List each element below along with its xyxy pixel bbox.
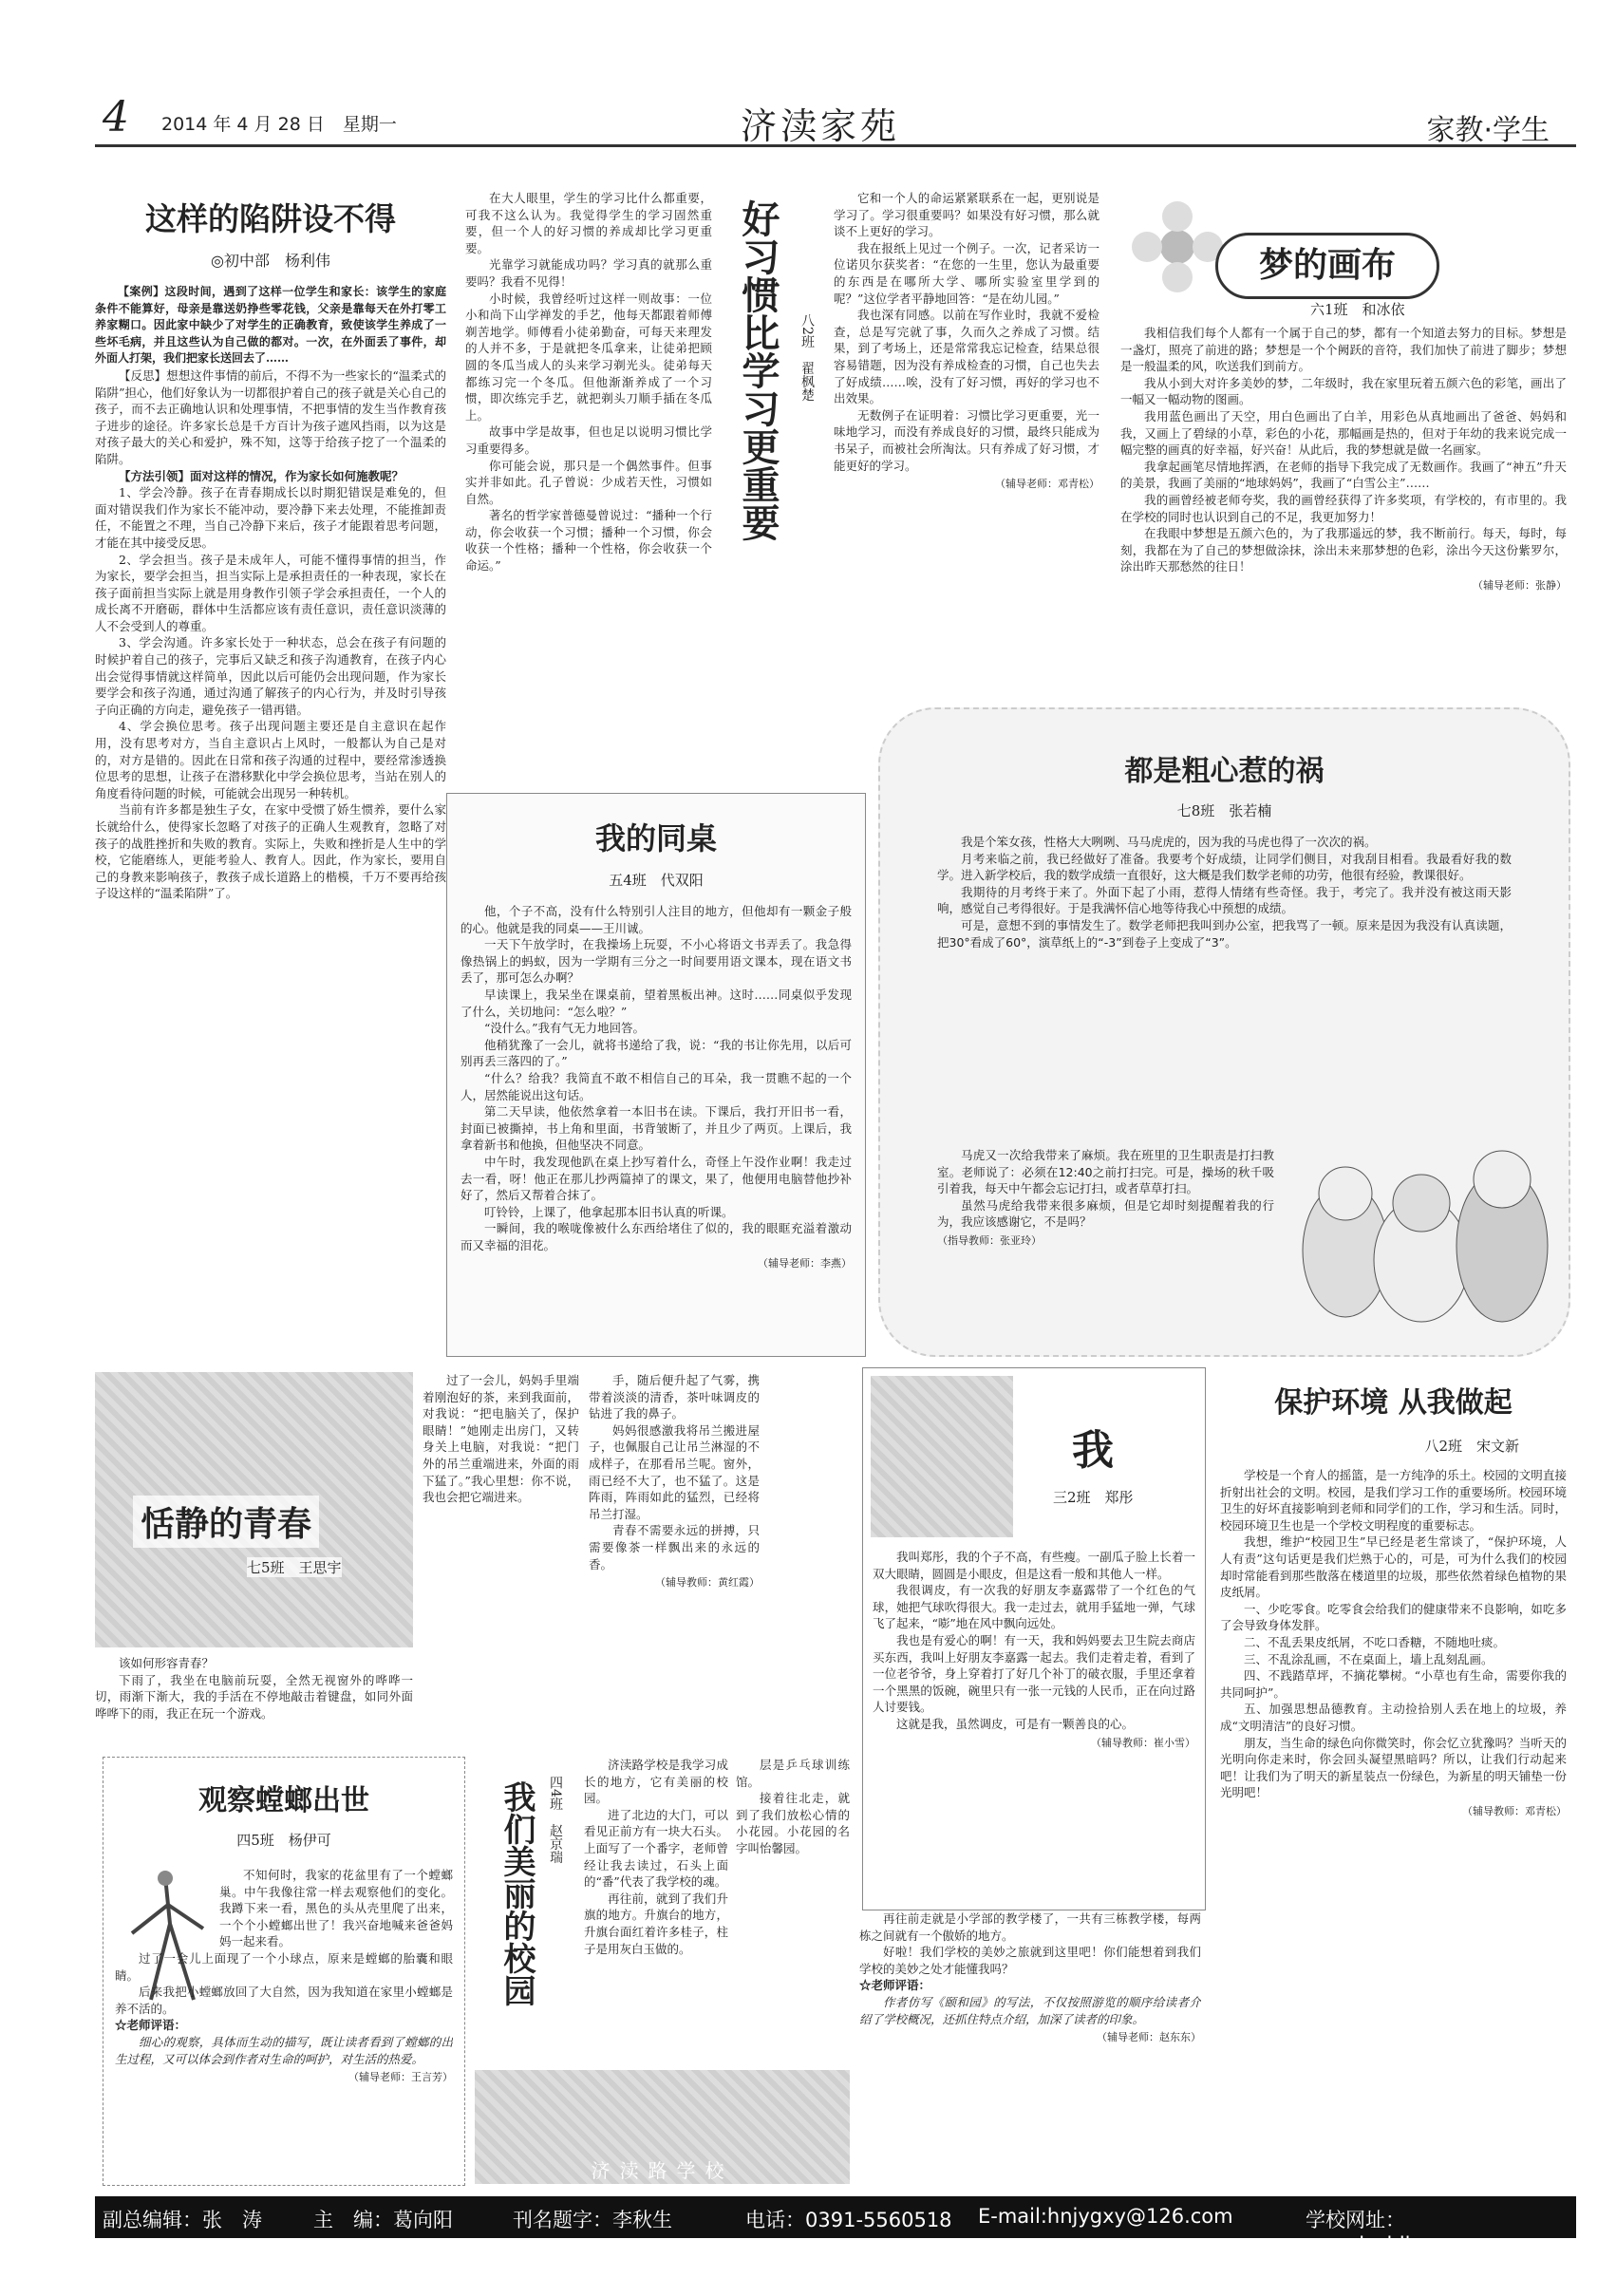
byline: ◎初中部 杨利伟 xyxy=(211,252,330,270)
habit-title: 好习惯比学习更重要 xyxy=(736,199,780,541)
article-body: 他，个子不高，没有什么特别引人注目的地方，但他却有一颗金子般的心。他就是我的同桌——王川诚。 一天下午放学时，在我操场上玩耍，不小心将语文书弄丢了。我急得像热锅上的蚂蚁，因为一学期有三分之一时间要用语文课本，现在语文书丢了，那可怎么办啊？ 早读课上，我呆坐在课桌前，望着黑板出神。这时……同桌似乎发现了什么，关切地问：“怎么啦？” “没什么。”我有气无力地回答。 他稍犹豫了一会儿，就将书递给了我，说：“我的书让你先用，以后可别再丢三落四的了。” “什么？给我？我简直不敢不相信自己的耳朵，我一贯瞧不起的一个人，居然能说出这句话。 第二天早读，他依然拿着一本旧书在读。下课后，我打开旧书一看，封面已被撕掉，书上角和里面，书背皱断了，并且少了两页。上课后，我拿着新书和他换，但他坚决不同意。 中午时，我发现他趴在桌上抄写着什么，奇怪上午没作业啊！我走过去一看，呀！他正在那儿抄两篇掉了的课文，果了，他便用电脑替他抄补好了，然后又帮着合抹了。 叮铃铃，上课了，他拿起那本旧书认真的听课。 一瞬间，我的喉咙像被什么东西给堵住了似的，我的眼眶充溢着激动而又幸福的泪花。 （辅导老师：李燕） xyxy=(460,904,852,1270)
section-title: 家教·学生 xyxy=(1426,114,1550,147)
article-body-2: 马虎又一次给我带来了麻烦。我在班里的卫生职责是打扫教室。老师说了：必须在12:40之前打扫完。可是，操场的秋千吸引着我，每天中午都会忘记打扫，或者草草打扫。 虽然马虎给我带来很多麻烦，但是它却时刻提醒着我的行为，我应该感谢它，不是吗？ （指导教师：张亚玲） xyxy=(937,1148,1274,1247)
article-title: 我的同桌 xyxy=(594,820,717,856)
masthead: 济渎家苑 xyxy=(741,105,901,147)
footer-phone: 电话：0391-5560518 xyxy=(745,2209,952,2231)
cartoon-animals-illustration xyxy=(1288,1137,1554,1336)
article-mantis xyxy=(103,1757,465,2186)
animals-icon xyxy=(1288,1137,1554,1336)
byline: 八2班 宋文新 xyxy=(1424,1438,1519,1455)
article-title: 梦的画布 xyxy=(1215,233,1439,299)
footer-calligraphy: 刊名题字：李秋生 xyxy=(513,2209,672,2231)
article-title: 恬静的青春 xyxy=(133,1496,319,1548)
footer-website[interactable]: 学校网址：www.jysjdlxx.com xyxy=(1306,2209,1483,2256)
byline: 六1班 和冰依 xyxy=(1310,301,1405,318)
byline: 七5班 王思宇 xyxy=(247,1559,342,1576)
byline: 四5班 杨伊可 xyxy=(236,1832,331,1849)
article-body-3: 手，随后便升起了气雾，携带着淡淡的清香，茶叶味调皮的钻进了我的鼻子。 妈妈很感激我将吊兰搬进屋子，也佩服自己让吊兰淋湿的不成样子，在那看吊兰呢。窗外，雨已经不大了，也不猛了。这是阵雨，阵雨如此的猛烈，已经将吊兰打湿。 青春不需要永远的拼搏，只需要像茶一样飘出来的永远的香。 （辅导教师：黄红霞） xyxy=(589,1373,760,1590)
footer-bar xyxy=(95,2196,1576,2256)
campus-title: 我们美丽的校园 xyxy=(498,1780,536,2006)
article-body: 我叫郑彤，我的个子不高，有些瘦。一副瓜子脸上长着一双大眼睛，圆圆是小眼皮，但是这看一般和其他人一样。 我很调皮，有一次我的好朋友李嘉露带了一个红色的气球，她把气球吹得很大。我一走过去，就用手猛地一弹，气球飞了起来，“嘭”地在风中飘向远处。 我也是有爱心的啊！有一天，我和妈妈要去卫生院去商店买东西，我叫上好朋友李嘉露一起去。我们走着走着，看到了一位老爷爷，身上穿着打了好几个补丁的破衣服，手里还拿着一个黑黑的饭碗，碗里只有一张一元钱的人民币，正在向过路人讨要钱。 这就是我，虽然调皮，可是有一颗善良的心。 （辅导教师：崔小雪） xyxy=(873,1550,1195,1749)
article-careless xyxy=(878,707,1570,1357)
article-title: 我 xyxy=(1072,1426,1114,1475)
article-environment xyxy=(1220,1367,1567,2184)
byline: 七8班 张若楠 xyxy=(1176,802,1272,819)
byline: 三2班 郑彤 xyxy=(1053,1489,1134,1506)
footer-email[interactable]: E-mail:hnjygxy@126.com xyxy=(978,2205,1233,2228)
byline: 五4班 代双阳 xyxy=(609,872,704,889)
article-body-2: 过了一会儿，妈妈手里端着刚泡好的茶，来到我面前，对我说：“把电脑关了，保护眼睛！”她刚走出房门，又转身关上电脑，对我说：“把门外的吊兰重端进来，外面的雨下猛了。”我心里想：你不说，我也会把它端进来。 xyxy=(423,1373,579,1505)
school-photo-caption: 济渎路学校 xyxy=(591,2159,734,2182)
article-deskmate xyxy=(446,793,866,1357)
article-body: 我是个笨女孩，性格大大咧咧、马马虎虎的，因为我的马虎也得了一次次的祸。 月考来临之前，我已经做好了准备。我要考个好成绩，让同学们侧目，对我刮目相看。我最看好我的数学。进入新学校后，我的数学成绩一直很好，这大概是我们数学老师的功劳，他很有经验，教课很好。 我期待的月考终于来了。外面下起了小雨，惹得人情绪有些奇怪。我于，考完了。我并没有被这雨天影响，感觉自己考得很好。于是我满怀信心地等待我心中预想的成绩。 可是，意想不到的事情发生了。数学老师把我叫到办公室，把我骂了一顿。原来是因为我没有认真读题，把30°看成了60°，演草纸上的“-3”到卷子上变成了“3”。 xyxy=(937,835,1512,950)
article-habit-col2: 它和一个人的命运紧紧联系在一起，更别说是学习了。学习很重要吗？如果没有好习惯，那么就谈不上更好的学习。 我在报纸上见过一个例子。一次，记者采访一位诺贝尔获奖者：“在您的一生里，您认为最重要的东西是在哪所大学、哪所实验室里学到的呢？”这位学者平静地回答：“是在幼儿园。” 我也深有同感。以前在写作业时，我就不爱检查，总是写完就了事，久而久之养成了习惯。结果，到了考场上，还是常常我忘记检查，结果总很容易错题，因为没有养成检查的习惯，自己也失去了好成绩……唉，没有了好习惯，再好的学习也不出效果。 无数例子在证明着：习惯比学习更重要，光一味地学习，而没有养成良好的习惯，最终只能成为书呆子，而被社会所淘汰。只有养成了好习惯，才能更好的学习。 （辅导老师：邓青松） xyxy=(834,191,1099,491)
issue-date: 2014 年 4 月 28 日 星期一 xyxy=(161,114,397,135)
flower-icon xyxy=(1120,190,1234,304)
campus-body-3: 再往前走就是小学部的教学楼了，一共有三栋教学楼，每两栋之间就有一个傲娇的地方。 好啦！我们学校的美妙之旅就到这里吧！你们能想着到我们学校的美妙之处才能懂我吗？ ☆老师评语： 作者仿写《颐和园》的写法，不仅按照游览的顺序给读者介绍了学校概况，还抓住特点介绍，加深了读者的印象。 （辅导老师：赵东东） xyxy=(859,1911,1201,2044)
article-body-1: 该如何形容青春？ 下雨了，我坐在电脑前玩耍，全然无视窗外的哗哗一切，雨渐下渐大，我的手活在不停地敲击着键盘，如同外面哗哗下的雨，我正在玩一个游戏。 xyxy=(95,1656,413,1721)
article-title: 观察螳螂出世 xyxy=(198,1784,369,1817)
campus-body-2: 层是乒乓球训练馆。 接着往北走，就到了我们放松心情的小花园。小花园的名字叫怡馨园。 xyxy=(736,1758,850,1855)
campus-byline: 四4班 赵京瑞 xyxy=(548,1776,563,1864)
article-title: 保护环境 从我做起 xyxy=(1274,1386,1513,1420)
habit-byline: 八2班 翟枫楚 xyxy=(799,313,815,402)
article-body: 学校是一个育人的摇篮，是一方纯净的乐土。校园的文明直接折射出社会的文明。校园，是我们学习工作的重要场所。校园环境卫生的好坏直接影响到老师和同学们的工作，学习和生活。同时，校园环境卫生也是一个学校文明程度的重要标志。 我想，维护“校园卫生”早已经是老生常谈了，“保护环境，人人有责”这句话更是我们烂熟于心的，可是，可为什么我们的校园却时常能看到那些散落在楼道里的垃圾，那些依然着绿色植物的果皮纸屑。 一、少吃零食。吃零食会给我们的健康带来不良影响，如吃多了会导致身体发胖。 二、不乱丢果皮纸屑，不吃口香糖，不随地吐痰。 三、不乱涂乱画，不在桌面上，墙上乱刻乱画。 四、不践踏草坪，不摘花攀树。“小草也有生命，需要你我的共同呵护”。 五、加强思想品德教育。主动捡拾别人丢在地上的垃圾，养成“文明清洁”的良好习惯。 朋友，当生命的绿色向你微笑时，你会忆立犹豫吗？当听天的光明向你走来时，你会回头凝望黑暗吗？所以，让我们行动起来吧！让我们为了明天的新星装点一份绿色，为新星的明天铺垫一份光明吧！ （辅导教师：邓青松） xyxy=(1220,1468,1567,1817)
footer-editor: 副总编辑：张 涛 xyxy=(103,2209,262,2231)
article-trap xyxy=(95,190,446,1358)
footer-chief: 主 编：葛向阳 xyxy=(313,2209,453,2231)
article-habit-col1: 在大人眼里，学生的学习比什么都重要，可我不这么认为。我觉得学生的学习固然重要，但一个人的好习惯的养成却比学习更重要。 光靠学习就能成功吗？学习真的就那么重要吗？我看不见得！ 小时候，我曾经听过这样一则故事：一位小和尚下山学禅发的手艺，他每天都跟着师傅剃苦地学。师傅看小徒弟勤奋，可每天来理发的人并不多，于是就把冬瓜拿来，让徒弟把顾圆的冬瓜当成人的头来学习剃光头。徒弟每天都练习完一个冬瓜。但他渐渐养成了一个习惯，即次练完手艺，就把剃头刀顺手插在冬瓜上。 故事中学是故事，但也足以说明习惯比学习重要得多。 你可能会说，那只是一个偶然事件。但事实并非如此。孔子曾说：少成若天性，习惯如自然。 著名的哲学家普德曼曾说过：“播种一个行动，你会收获一个习惯；播种一个习惯，你会收获一个性格；播种一个性格，你会收获一个命运。” xyxy=(465,191,712,574)
girl-photo xyxy=(871,1376,1013,1537)
page-number: 4 xyxy=(103,93,129,141)
article-body: 我相信我们每个人都有一个属于自己的梦，都有一个知道去努力的目标。梦想是一盏灯，照亮了前进的路；梦想是一个个阙跃的音符，我们加快了前进了脚步；梦想是一般温柔的风，吹送我们到前方。 我从小到大对许多美妙的梦，二年级时，我在家里玩着五颜六色的彩笔，画出了一幅又一幅动物的图画。 我用蓝色画出了天空，用白色画出了白羊，用彩色从真地画出了爸爸、妈妈和我，又画上了碧绿的小草，彩色的小花，那幅画是热的，但对于年幼的我来说完成一幅完整的画真的好幸福，好兴奋！从此后，我的梦想就是做一名画家。 我拿起画笔尽情地挥洒，在老师的指导下我完成了无数画作。我画了“神五”升天的美景，我画了美丽的“地球妈妈”，我画了“白雪公主”…… 我的画曾经被老师夸奖，我的画曾经获得了许多奖项，有学校的，有市里的。我在学校的同时也认识到自己的不足，我更加努力！ 在我眼中梦想是五颜六色的，为了我那遥远的梦，我不断前行。每天，每时，每刻，我都在为了自己的梦想做涂抹，涂出未来那梦想的色彩，涂出今天这份紫罗尔，涂出昨天那愁然的往日！ （辅导老师：张静） xyxy=(1120,326,1567,592)
article-body: 不知何时，我家的花盆里有了一个螳螂巢。中午我像往常一样去观察他们的变化。我蹲下来一看，黑色的头从壳里爬了出来，一个个小螳螂出世了！我兴奋地喊来爸爸妈妈一起来看。 过了一会儿上面现了一个小球点，原来是螳螂的胎囊和眼睛。 后来我把小螳螂放回了大自然，因为我知道在家里小螳螂是养不活的。 ☆老师评语： 细心的观察，具体而生动的描写，既让读者看到了螳螂的出生过程，又可以体会到作者对生命的呵护，对生活的热爱。 （辅导老师：王言芳） xyxy=(115,1868,453,2084)
article-title: 都是粗心惹的祸 xyxy=(1124,755,1325,788)
article-youth xyxy=(95,1372,760,1742)
article-dream xyxy=(1120,190,1567,627)
article-me xyxy=(862,1367,1206,1910)
campus-body-1: 济渎路学校是我学习成长的地方，它有美丽的校园。 进了北边的大门，可以看见正前方有一块大石头。上面写了一个番字，老师曾经让我去读过，石头上面的“番”代表了我学校的魂。 再往前，就到了我们升旗的地方。升旗台的地方，升旗台面红着许多桂子，柱子是用灰白玉做的。 xyxy=(584,1758,728,1956)
flower-decoration xyxy=(1120,190,1234,304)
article-title: 这样的陷阱设不得 xyxy=(145,200,396,237)
article-body: 【案例】这段时间，遇到了这样一位学生和家长：该学生的家庭条件不能算好，母亲是靠送奶挣些零花钱，父亲是靠每天在外打零工养家糊口。因此家中缺少了对学生的正确教育，致使该学生养成了一些坏毛病，并且这些认为自己做的都对。一次，在外面丢了事件，却外面人打架，我们把家长送回去了…… 【反思】想想这件事情的前后，不得不为一些家长的“温柔式的陷阱”担心，他们好象认为一切都很护着自己的孩子就是关心自己的孩子，而不去正确地认识和处理事情，不把事情的发生当作教育孩子进步的途径。许多家长总是千方百计为孩子遮风挡雨，以为这是对孩子最大的关心和爱护，殊不知，这等于给孩子挖了一个温柔的陷阱。 【方法引领】面对这样的情况，作为家长如何施教呢？ 1、学会冷静。孩子在青春期成长以时期犯错误是难免的，但面对错误我们作为家长不能冲动，要冷静下来去处理，不能推卸责任，不能置之不理，当自己冷静下来后，孩子才能跟着思考问题，才能在其中接受反思。 2、学会担当。孩子是未成年人，可能不懂得事情的担当，作为家长，要学会担当，担当实际上是承担责任的一种表现，家长在孩子面前担当实际上就是用身教作引领子学会承担责任，一个人的成长离不开磨砺，群体中生活都应该有责任意识，责任意识淡薄的人不会受到人的尊重。 3、学会沟通。许多家长处于一种状态，总会在孩子有问题的时候护着自己的孩子，完事后又缺乏和孩子沟通教育，在孩子内心出会觉得事情就这样简单，因此以后可能仍会出现问题，作为家长要学会和孩子沟通，通过沟通了解孩子的内心行为，并及时引导孩子向正确的方向走，避免孩子一错再错。 4、学会换位思考。孩子出现问题主要还是自主意识在起作用，没有思考对方，当自主意识占上风时，一般都认为自己是对的，对方是错的。因此在日常和孩子沟通的过程中，要经常渗透换位思考的思想，让孩子在潜移默化中学会换位思考，当站在别人的角度看待问题的时候，可能就会出现另一种转机。 当前有许多都是独生子女，在家中受惯了娇生惯养，要什么家长就给什么，使得家长忽略了对孩子的正确人生观教育，忽略了对孩子的战胜挫折和失败的教育。实际上，失败和挫折是人生中的学校，它能磨练人，更能考验人、教育人。因此，作为家长，要用自己的身教来影响孩子，教孩子成长道路上的楷模，千万不要再给孩子设这样的“温柔陷阱”了。 xyxy=(95,285,446,901)
